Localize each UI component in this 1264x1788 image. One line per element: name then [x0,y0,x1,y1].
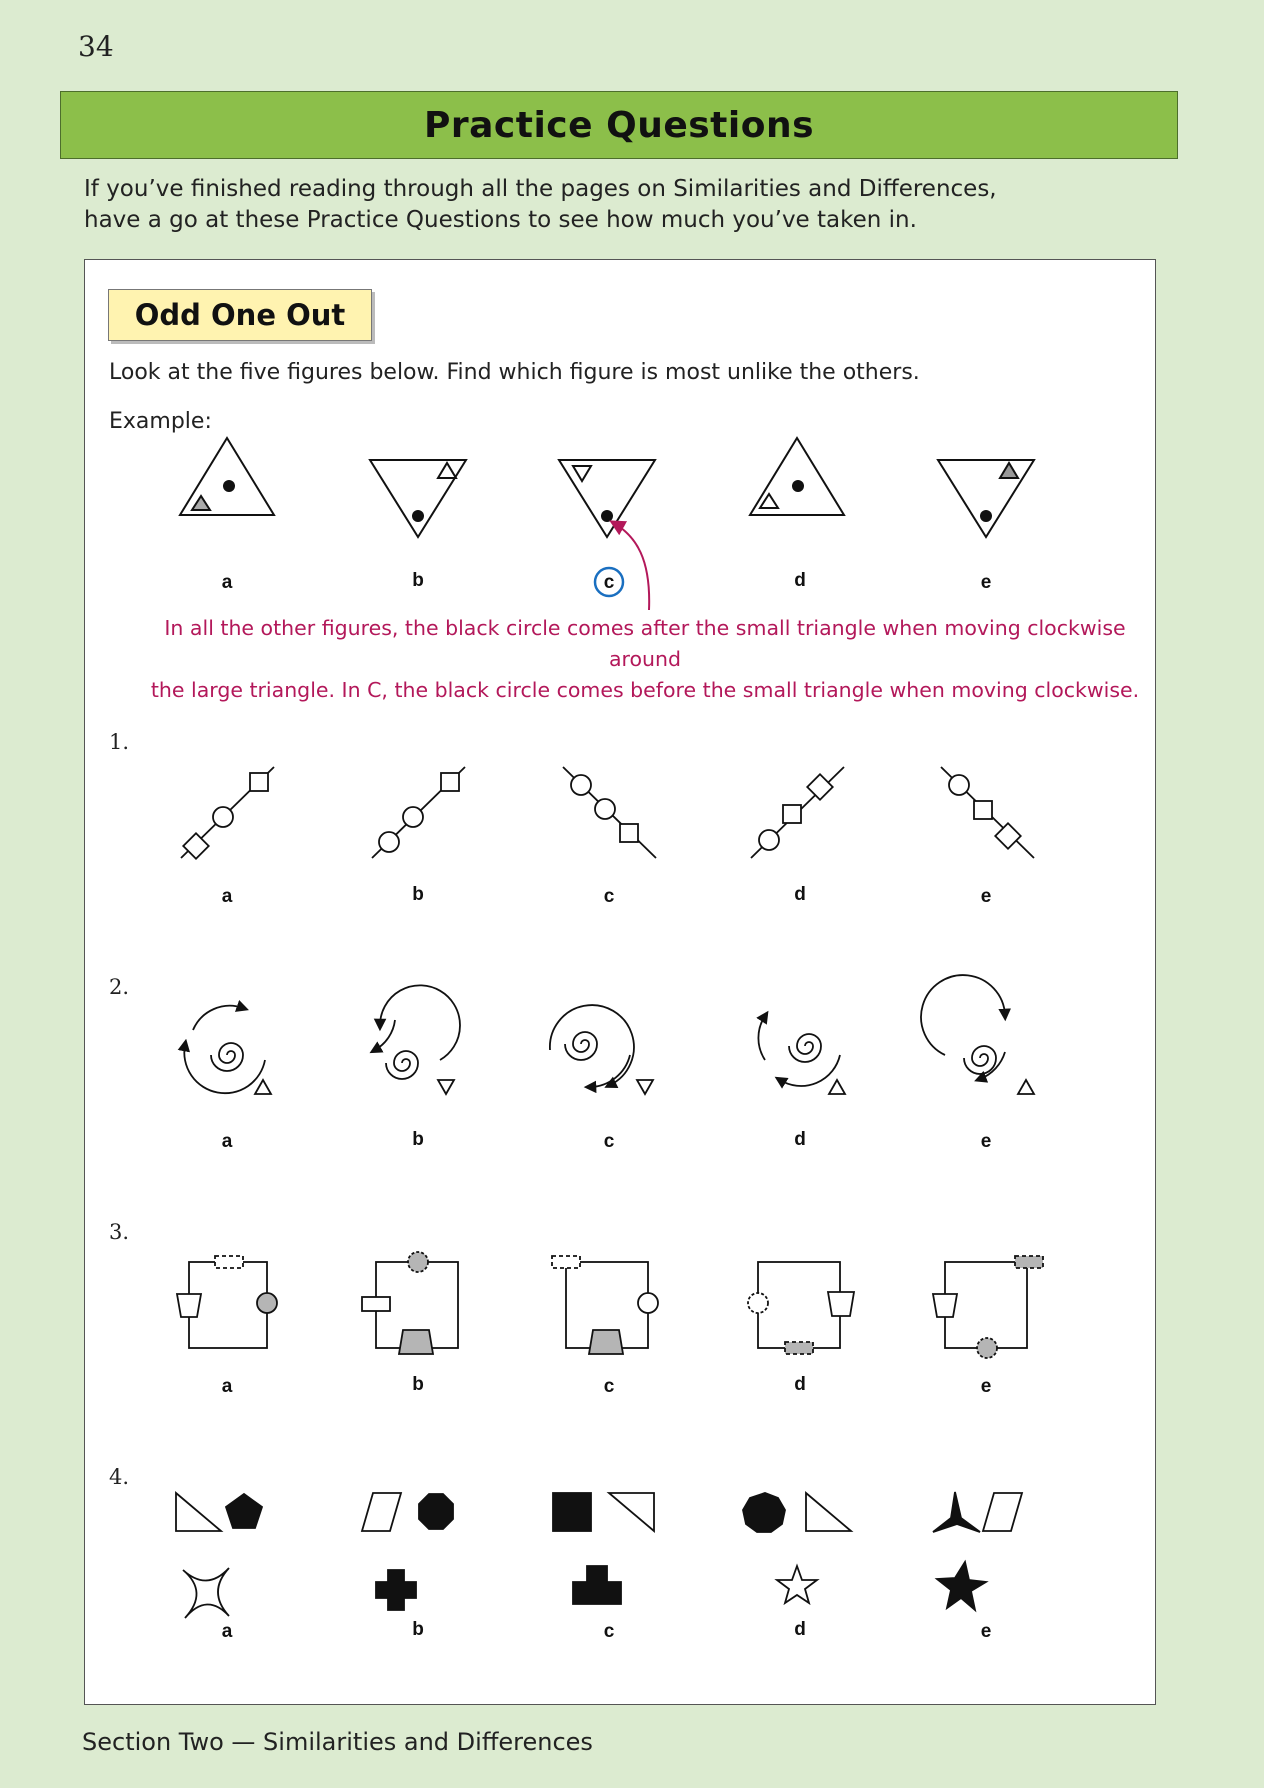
q4-option-d[interactable] [743,1493,851,1603]
intro-text [84,174,1134,236]
example-letter-a: a [221,572,233,593]
q1-option-d[interactable] [751,767,844,858]
spiral-icon [789,1034,821,1062]
question-3-letters [222,1374,992,1397]
black-circle-icon [412,510,424,522]
q3-option-d[interactable] [748,1262,854,1354]
explanation-line-1: In all the other figures, the black circle comes after the small triangle when moving clockwise around [164,616,1126,671]
question-2-figures [184,975,1034,1094]
page-title: Practice Questions [423,104,815,146]
spiral-icon [964,1046,996,1074]
q2-letter-b: b [412,1129,424,1150]
q2-option-d[interactable] [758,1016,845,1094]
q4-letter-e: e [980,1621,992,1642]
q4-option-b[interactable] [362,1493,453,1610]
q2-letter-a: a [221,1131,233,1152]
question-4-figures [176,1492,1022,1618]
q4-option-c[interactable] [553,1493,654,1604]
t-shape-icon [573,1566,621,1604]
q3-letter-c: c [603,1376,615,1397]
star-icon [777,1566,817,1603]
q2-option-c[interactable] [550,1005,653,1094]
q4-letter-a: a [221,1621,233,1642]
right-triangle-icon [176,1493,221,1531]
explanation-arrow-icon [612,522,649,610]
q1-letter-b: b [412,884,424,905]
footer-section-title: Section Two — Similarities and Differences [82,1728,593,1756]
q2-letter-c: c [603,1131,615,1152]
q1-option-b[interactable] [372,767,465,858]
q1-letter-e: e [980,886,992,907]
intro-line-2: have a go at these Practice Questions to see how much you’ve taken in. [84,207,917,233]
q3-letter-d: d [794,1374,806,1395]
example-option-e[interactable] [938,460,1034,537]
black-circle-icon [223,480,235,492]
question-4-letters [222,1619,992,1642]
spiral-icon [565,1032,597,1060]
question-number-3: 3. [109,1220,130,1244]
q2-letter-e: e [980,1131,992,1152]
example-option-c[interactable] [559,460,655,537]
pentagon-icon [226,1494,262,1528]
example-label: Example: [109,409,212,434]
q1-option-a[interactable] [181,767,274,859]
example-option-b[interactable] [370,460,466,537]
question-2-letters [222,1129,992,1152]
example-letter-c: c [603,572,615,593]
question-number-2: 2. [109,975,130,999]
square-icon [553,1493,591,1531]
q2-option-e[interactable] [921,975,1034,1094]
example-letter-e: e [980,572,992,593]
star-icon [937,1562,986,1610]
q1-letter-c: c [603,886,615,907]
q4-option-a[interactable] [176,1493,262,1618]
right-triangle-icon [609,1493,654,1531]
spiral-icon [211,1043,243,1071]
example-option-a[interactable] [180,438,274,515]
q3-option-e[interactable] [933,1256,1043,1358]
example-letter-b: b [412,570,424,591]
question-1-figures [181,767,1034,859]
q4-letter-d: d [794,1619,806,1640]
parallelogram-icon [983,1493,1022,1531]
q4-option-e[interactable] [933,1492,1022,1610]
section-label: Odd One Out [108,289,372,341]
intro-line-1: If you’ve finished reading through all the pages on Similarities and Differences, [84,176,997,202]
question-number-1: 1. [109,730,130,754]
example-option-d[interactable] [750,438,844,515]
black-circle-icon [601,510,613,522]
octagon-icon [419,1494,453,1529]
parallelogram-icon [362,1493,401,1531]
q4-letter-b: b [412,1619,424,1640]
questions-panel [84,259,1156,1705]
example-letters [222,570,992,593]
cross-icon [376,1570,416,1610]
q3-option-b[interactable] [362,1252,458,1354]
three-point-star-icon [933,1492,980,1532]
black-circle-icon [980,510,992,522]
question-number-4: 4. [109,1465,130,1489]
q1-letter-a: a [221,886,233,907]
figures-canvas [85,260,1157,1706]
q3-letter-b: b [412,1374,424,1395]
four-point-star-icon [183,1568,229,1618]
q1-option-c[interactable] [563,767,656,858]
question-3-figures [177,1252,1043,1358]
q4-letter-c: c [603,1621,615,1642]
q3-option-c[interactable] [552,1256,658,1354]
q2-letter-d: d [794,1129,806,1150]
heptagon-icon [743,1493,785,1532]
title-bar [60,91,1178,159]
q3-option-a[interactable] [177,1256,277,1348]
q3-letter-e: e [980,1376,992,1397]
q3-letter-a: a [221,1376,233,1397]
page-number: 34 [78,30,114,63]
example-letter-d: d [794,570,806,591]
question-1-letters [222,884,992,907]
black-circle-icon [792,480,804,492]
instruction-text: Look at the five figures below. Find which figure is most unlike the others. [109,360,920,385]
explanation-line-2: the large triangle. In C, the black circle comes before the small triangle when moving clockwise. [150,678,1140,702]
right-triangle-icon [806,1493,851,1531]
q1-letter-d: d [794,884,806,905]
q1-option-e[interactable] [941,767,1034,858]
spiral-icon [386,1051,418,1079]
q2-option-a[interactable] [184,1006,271,1094]
q2-option-b[interactable] [375,985,460,1094]
